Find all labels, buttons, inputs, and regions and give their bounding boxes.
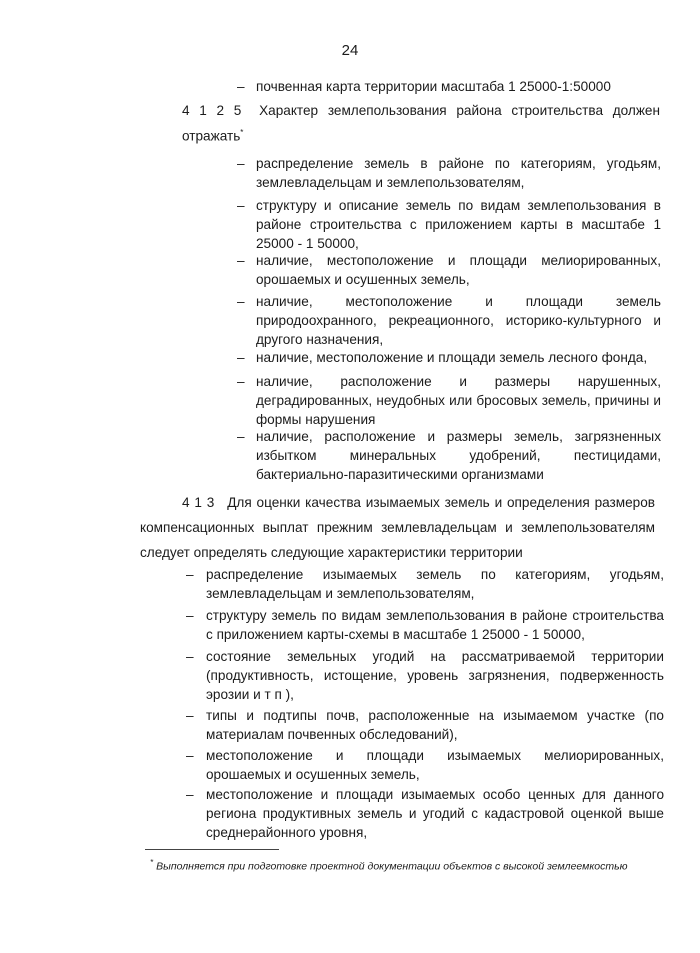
list-item <box>186 706 664 744</box>
footnote-text: Выполняется при подготовке проектной документации объектов с высокой землеемкостью <box>156 860 628 873</box>
list-bullet: – <box>237 198 245 213</box>
list-item <box>237 251 661 289</box>
list-item <box>237 292 661 349</box>
list-item <box>186 785 664 842</box>
clause-4125 <box>182 100 660 148</box>
list-item-text: наличие, местоположение и площади земель лесного фонда, <box>256 350 648 365</box>
clause-number: 4 1 3 <box>182 495 215 510</box>
page-number: 24 <box>341 42 359 59</box>
clause-text: Характер землепользования района строительства должен отражать <box>182 103 660 144</box>
list-item <box>237 77 661 96</box>
list-item <box>186 647 664 704</box>
clause-text: Для оценки качества изымаемых земель и определения размеров компенсационных выплат прежним землевладельцам и землепользователям следует определять следующие характеристики территории <box>140 495 656 560</box>
list-bullet: – <box>186 608 194 623</box>
list-bullet: – <box>186 567 194 582</box>
list-item-text: типы и подтипы почв, расположенные на изымаемом участке (по материалам почвенных обследований), <box>206 708 664 742</box>
list-item-text: структуру земель по видам землепользования в районе строительства с приложением карты-схемы в масштабе 1 25000 - 1 50000, <box>206 608 664 642</box>
list-item <box>237 348 661 367</box>
list-bullet: – <box>237 374 245 389</box>
list-item <box>186 606 664 644</box>
list-item-text: местоположение и площади изымаемых особо ценных для данного региона продуктивных земель и угодий с кадастровой оценкой выше среднерайонного уровня, <box>206 787 664 840</box>
list-item-text: структуру и описание земель по видам землепользования в районе строительства с приложением карты в масштабе 1 25000 - 1 50000, <box>256 198 661 251</box>
footnote-ref: * <box>240 128 244 137</box>
list-item <box>237 196 661 253</box>
list-item-text: местоположение и площади изымаемых мелиорированных, орошаемых и осушенных земель, <box>206 748 664 782</box>
footnote <box>150 858 670 873</box>
clause-number: 4 1 2 5 <box>182 103 242 118</box>
list-bullet: – <box>237 253 245 268</box>
list-bullet: – <box>237 294 245 309</box>
list-item-text: наличие, местоположение и площади мелиорированных, орошаемых и осушенных земель, <box>256 253 661 287</box>
list-bullet: – <box>237 156 245 171</box>
list-bullet: – <box>186 748 194 763</box>
list-item-text: почвенная карта территории масштаба 1 25000-1:50000 <box>256 79 611 94</box>
list-bullet: – <box>237 79 245 94</box>
list-item <box>237 427 661 484</box>
footnote-mark: * <box>150 858 154 867</box>
list-bullet: – <box>186 708 194 723</box>
list-bullet: – <box>186 649 194 664</box>
list-item <box>186 565 664 603</box>
list-item <box>186 746 664 784</box>
list-item <box>237 154 661 192</box>
list-bullet: – <box>186 787 194 802</box>
list-item-text: наличие, расположение и размеры земель, загрязненных избытком минеральных удобрений, пестицидами, бактериально-паразитическими организмами <box>256 429 661 482</box>
list-item <box>237 372 661 429</box>
list-item-text: наличие, расположение и размеры нарушенных, деградированных, неудобных или бросовых земель, причины и формы нарушения <box>256 374 661 427</box>
list-item-text: состояние земельных угодий на рассматриваемой территории (продуктивность, истощение, уровень загрязнения, подверженность эрозии и т п ), <box>206 649 664 702</box>
list-bullet: – <box>237 350 245 365</box>
list-item-text: распределение изымаемых земель по категориям, угодьям, землевладельцам и землепользователям, <box>206 567 664 601</box>
list-bullet: – <box>237 429 245 444</box>
footnote-divider <box>145 849 279 850</box>
clause-413 <box>140 490 655 565</box>
list-item-text: наличие, местоположение и площади земель природоохранного, рекреационного, историко-культурного и другого назначения, <box>256 294 661 347</box>
list-item-text: распределение земель в районе по категориям, угодьям, землевладельцам и землепользователям, <box>256 156 661 190</box>
